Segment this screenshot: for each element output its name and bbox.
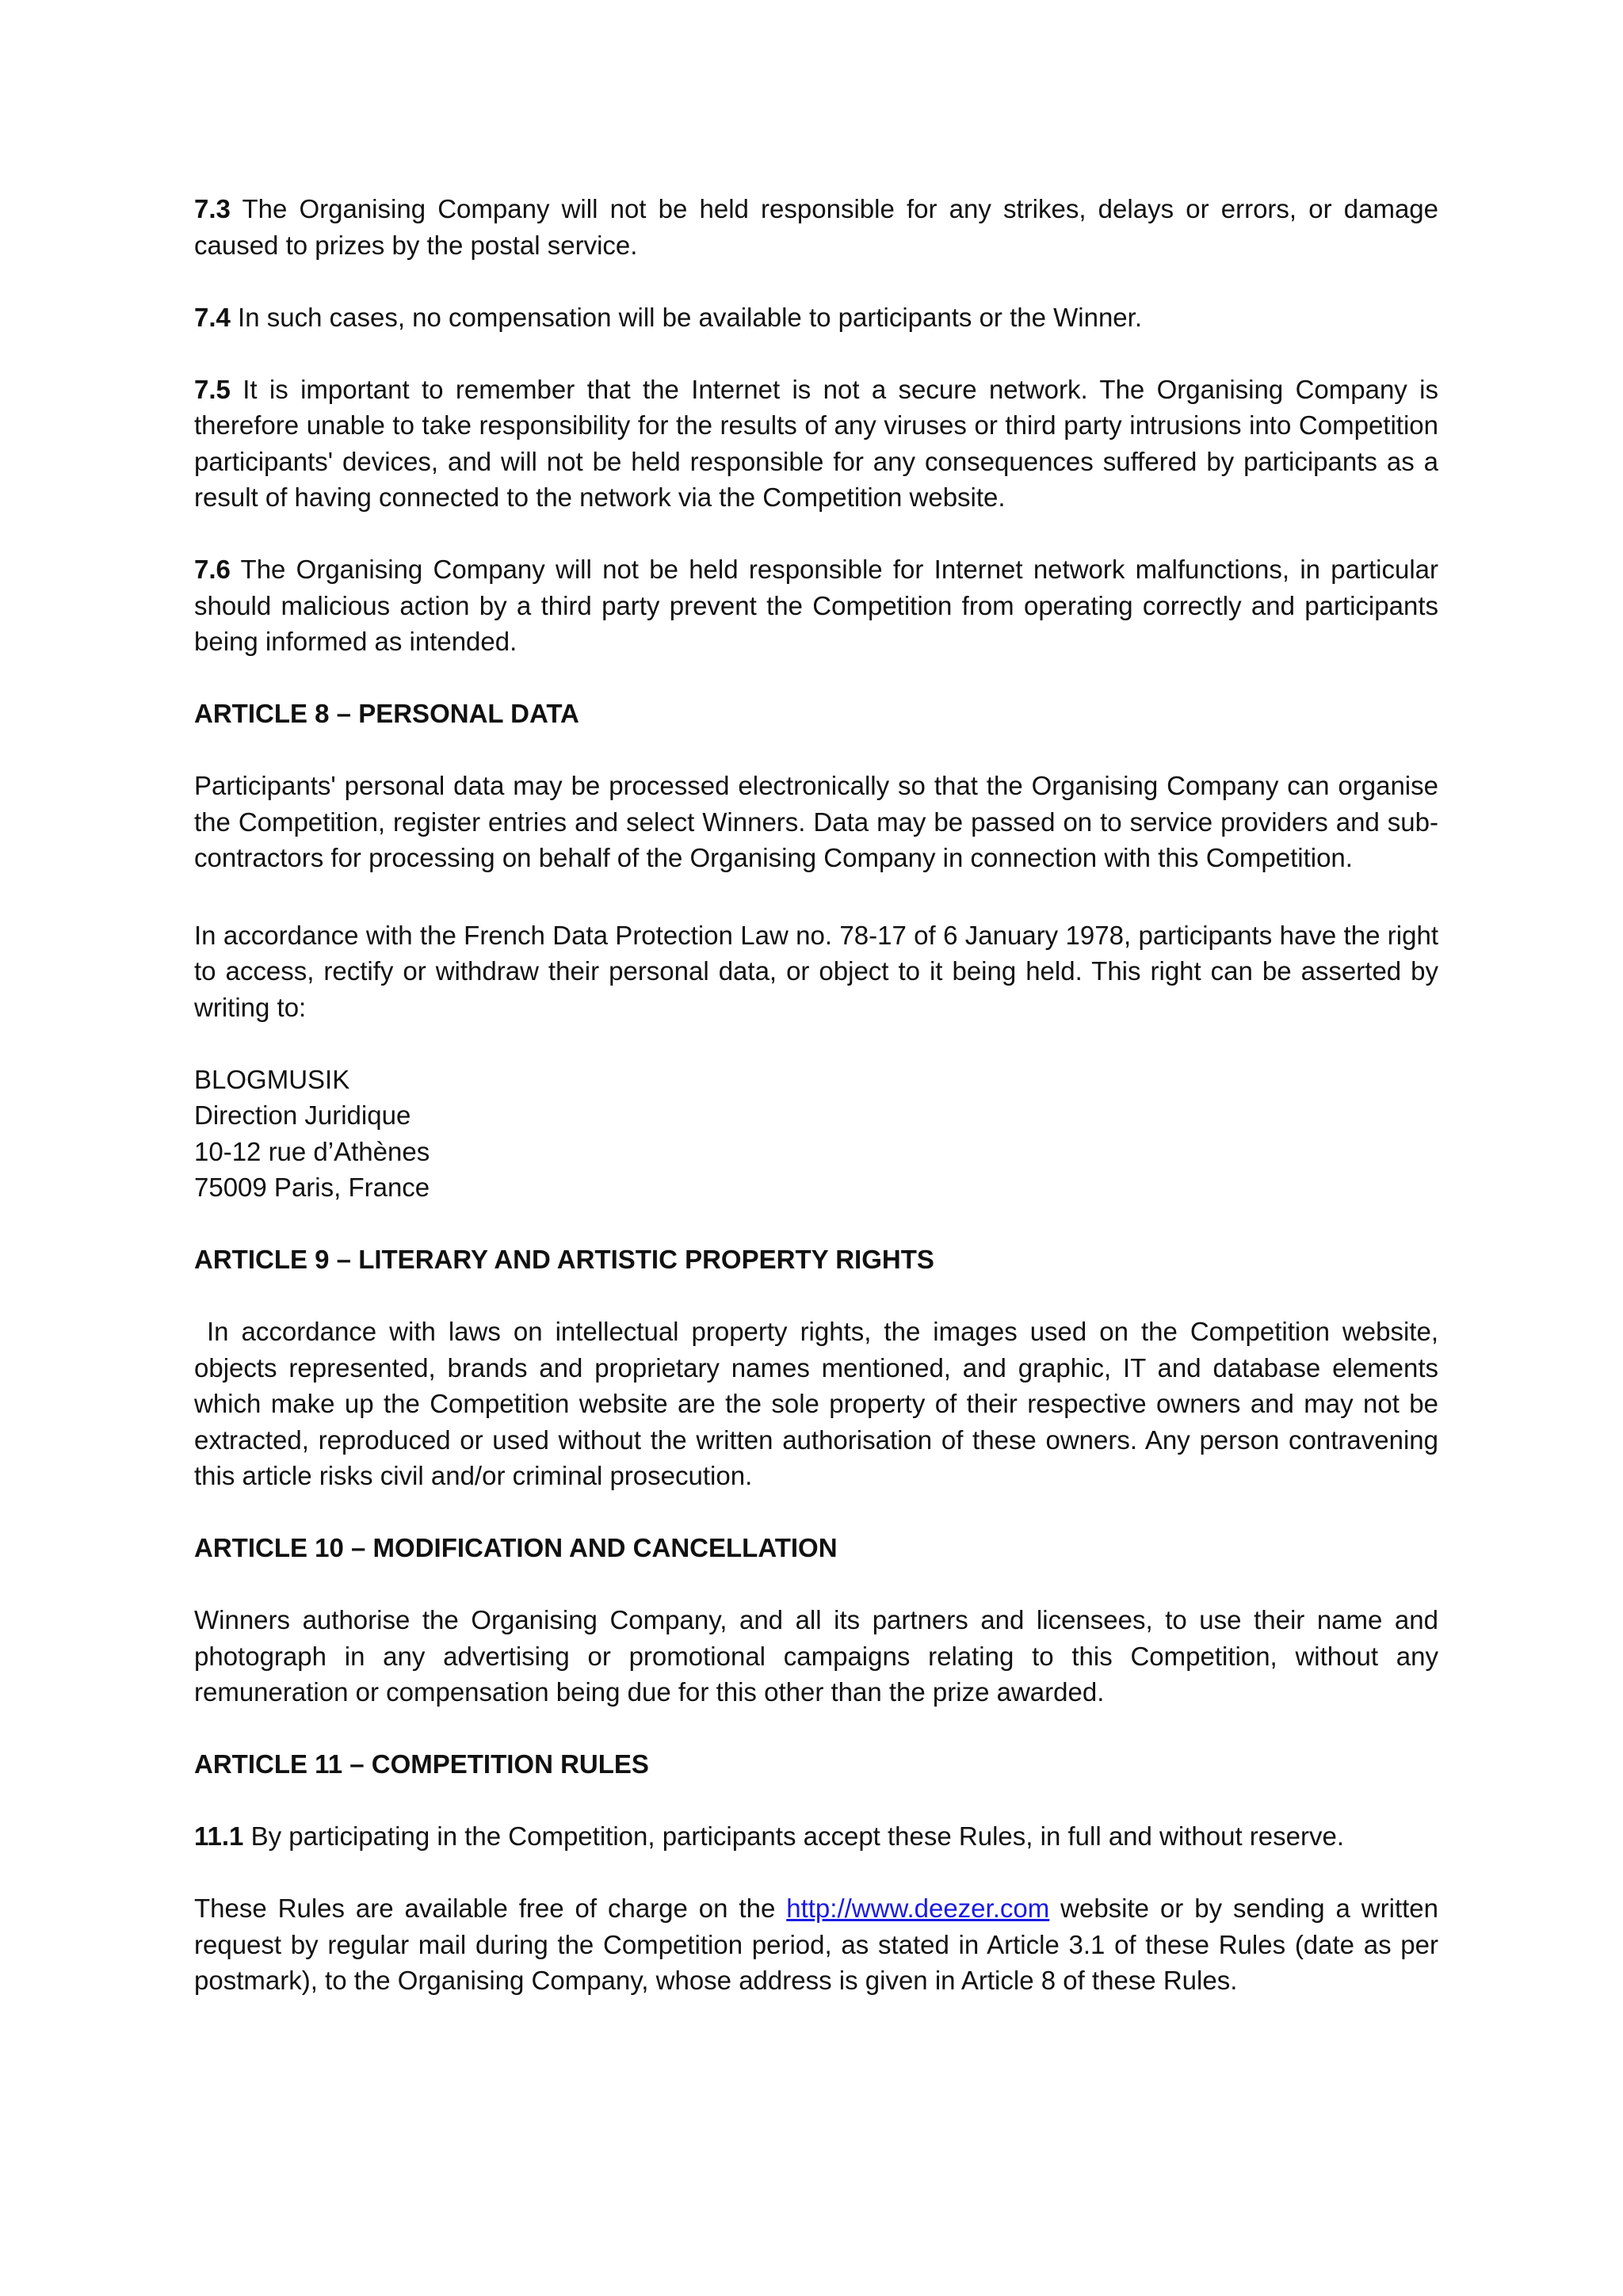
- clause-7-3: [194, 191, 1438, 263]
- clause-text: In such cases, no compensation will be available to participants or the Winner.: [230, 302, 1142, 332]
- postal-address: [194, 1062, 1438, 1206]
- article-9-heading: ARTICLE 9 – LITERARY AND ARTISTIC PROPERTY RIGHTS: [194, 1245, 934, 1274]
- article-8-paragraph-2: In accordance with the French Data Protection Law no. 78-17 of 6 January 1978, participants have the right to access, rectify or withdraw their personal data, or object to it being held. This right can be asserted by writing to:: [194, 920, 1438, 1022]
- clause-number: 11.1: [194, 1821, 244, 1851]
- article-11-heading: ARTICLE 11 – COMPETITION RULES: [194, 1749, 649, 1779]
- clause-number: 7.6: [194, 555, 231, 584]
- rules-text-before: These Rules are available free of charge on the: [194, 1894, 787, 1923]
- address-line-city: 75009 Paris, France: [194, 1173, 430, 1202]
- clause-text: The Organising Company will not be held responsible for Internet network malfunctions, in particular should malicious action by a third party prevent the Competition from operating correctly and participants being informed as intended.: [194, 555, 1438, 656]
- clause-number: 7.4: [194, 302, 231, 332]
- article-10-paragraph-1: Winners authorise the Organising Company, and all its partners and licensees, to use their name and photograph in any advertising or promotional campaigns relating to this Competition, without any remuneration or compensation being due for this other than the prize awarded.: [194, 1605, 1438, 1707]
- article-8-paragraph-1: Participants' personal data may be processed electronically so that the Organising Company can organise the Competition, register entries and select Winners. Data may be passed on to service providers and sub-contractors for processing on behalf of the Organising Company in connection with this Competition.: [194, 771, 1438, 872]
- clause-11-1: [194, 1818, 1438, 1855]
- article-10-heading: ARTICLE 10 – MODIFICATION AND CANCELLATION: [194, 1533, 838, 1562]
- address-line-company: BLOGMUSIK: [194, 1064, 350, 1094]
- rules-availability-paragraph: [194, 1890, 1438, 1999]
- clause-7-6: [194, 551, 1438, 660]
- clause-text: The Organising Company will not be held responsible for any strikes, delays or errors, or damage caused to prizes by the postal service.: [194, 194, 1438, 260]
- rules-text-after: website or by sending a written request by regular mail during the Competition period, as stated in Article 3.1 of these Rules (date as per postmark), to the Organising Company, whose address is given in Article 8 of these Rules.: [194, 1894, 1438, 1995]
- article-8-heading: ARTICLE 8 – PERSONAL DATA: [194, 699, 579, 728]
- address-line-department: Direction Juridique: [194, 1100, 411, 1130]
- clause-7-5: [194, 372, 1438, 516]
- clause-text: It is important to remember that the Internet is not a secure network. The Organising Company is therefore unable to take responsibility for the results of any viruses or third party intrusions into Competition participants' devices, and will not be held responsible for any consequences suffered by participants as a result of having connected to the network via the Competition website.: [194, 374, 1438, 512]
- clause-number: 7.3: [194, 194, 231, 223]
- clause-text: By participating in the Competition, participants accept these Rules, in full and without reserve.: [243, 1821, 1344, 1851]
- document-body: [194, 191, 1446, 2035]
- address-line-street: 10-12 rue d’Athènes: [194, 1136, 430, 1166]
- clause-7-4: [194, 299, 1438, 336]
- deezer-website-link[interactable]: http://www.deezer.com: [786, 1894, 1050, 1923]
- article-9-paragraph-1: In accordance with laws on intellectual property rights, the images used on the Competition website, objects represented, brands and proprietary names mentioned, and graphic, IT and database elements which make up the Competition website are the sole property of their respective owners and may not be extracted, reproduced or used without the written authorisation of these owners. Any person contravening this article risks civil and/or criminal prosecution.: [194, 1317, 1446, 1490]
- clause-number: 7.5: [194, 374, 231, 404]
